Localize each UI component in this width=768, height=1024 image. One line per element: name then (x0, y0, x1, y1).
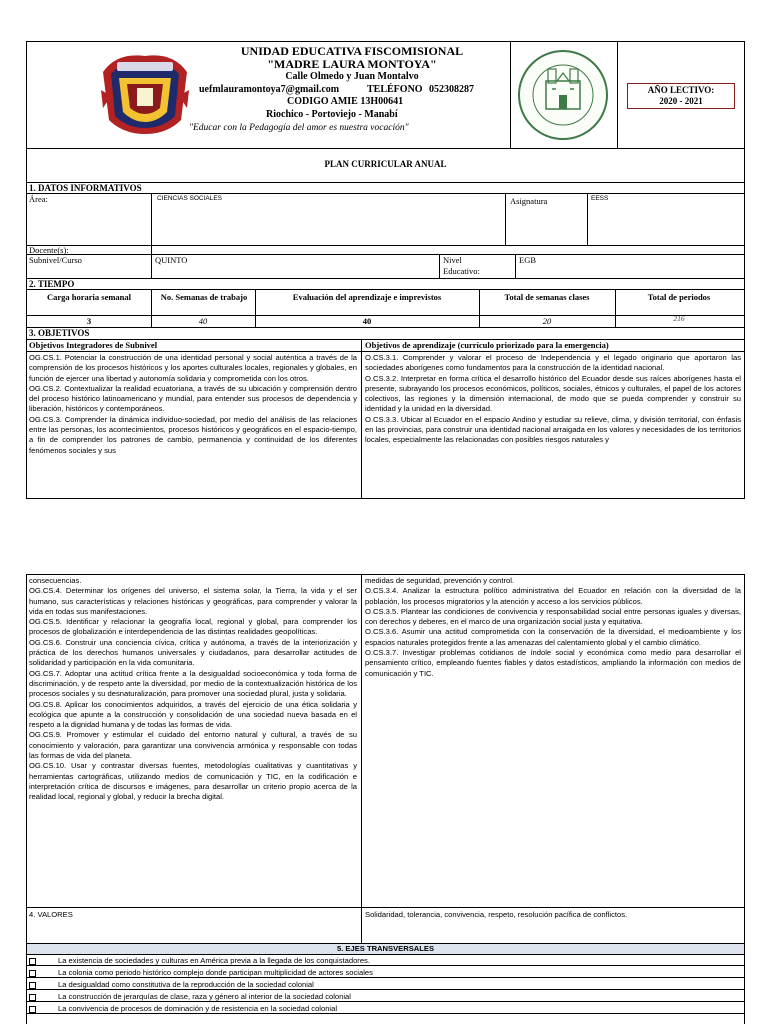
amie-code: CODIGO AMIE 13H00641 (287, 96, 404, 107)
tiempo-value-carga: 3 (86, 316, 92, 326)
tiempo-header-semanas: No. Semanas de trabajo (160, 292, 248, 302)
objetivo-o-cs-3-4: O.CS.3.4. Analizar la estructura político administrativa del Ecuador en relación con la diversidad de la población, los procesos migratorios y la atención y acceso a los servicios públicos. (365, 586, 741, 606)
row-line (27, 351, 744, 352)
objetivos-col1-header: Objetivos Integradores de Subnivel (29, 340, 158, 350)
col-line (439, 254, 440, 278)
archdiocese-seal (512, 45, 614, 145)
asignatura-value: EESS (591, 195, 609, 202)
row-line (27, 989, 744, 990)
school-name-quoted: "MADRE LAURA MONTOYA" (267, 57, 437, 71)
row-line (27, 965, 744, 966)
nivel-label-2: Educativo: (443, 266, 480, 276)
objetivo-og-cs-5: OG.CS.5. Identificar y relacionar la geografía local, regional y global, para comprender los procesos de globalización e interdependencia de las distintas realidades geopolíticas. (29, 617, 357, 637)
tiempo-header-total-semanas: Total de semanas clases (504, 292, 590, 302)
objetivos-section-title: 3. OBJETIVOS (29, 328, 90, 338)
phone-number: 052308287 (429, 84, 474, 95)
col-line (515, 254, 516, 278)
tiempo-value-total-semanas: 20 (542, 316, 552, 326)
ejes-title-bar (27, 943, 744, 955)
objetivo-o-cs-3-1: O.CS.3.1. Comprender y valorar el proceso de Independencia y el legado originario que aportaron las sociedades aborígenes como fundamentos para la construcción de la identidad nacional. (365, 353, 741, 373)
header-bottom-line (27, 148, 744, 149)
checkbox-icon (29, 970, 36, 977)
eje-text: La convivencia de procesos de dominación y de resistencia en la sociedad colonial (58, 1004, 338, 1013)
objetivo-o-cs-3-7: O.CS.3.7. Investigar problemas cotidianos de índole social y económica como medio para desarrollar el pensamiento crítico, empleando fuentes fiables y datos estadísticos, ampliando la información con medios de comunicación y TIC. (365, 648, 741, 678)
objetivo-og-cs-2: OG.CS.2. Contextualizar la realidad ecuatoriana, a través de su ubicación y comprensión dentro del proceso histórico latinoamericano y mundial, para entender sus procesos de dependencia y liberación, históricos y contemporáneos. (29, 383, 357, 414)
col-line (587, 193, 588, 245)
row-line (27, 327, 744, 328)
objetivo-o-cs-3-5: O.CS.3.5. Plantear las condiciones de convivencia y responsabilidad social entre personas iguales y diversas, con derechos y deberes, en el marco de una organización social justa y equitativa. (365, 606, 741, 627)
row-line (27, 193, 744, 194)
tiempo-value-semanas: 40 (198, 316, 208, 326)
header-divider (510, 42, 511, 148)
row-line (27, 245, 744, 246)
tiempo-value-total-periodos: 216 (673, 314, 685, 323)
valores-text: Solidaridad, tolerancia, convivencia, respeto, resolución pacífica de conflictos. (365, 910, 628, 919)
objetivo-og-cs-10: OG.CS.10. Usar y contrastar diversas fuentes, metodologías cualitativas y cuantitativas y herramientas cartográficas, utilizando medios de comunicación y TIC, en la codificación e interpretación crítica de discursos e imágenes, para desarrollar un criterio propio acerca de la realidad local, regional y global, y reducir la brecha digital. (29, 761, 357, 802)
objetivo-og-cs-3: OG.CS.3. Comprender la dinámica individuo-sociedad, por medio del análisis de las relaciones entre las personas, los acontecimientos, procesos históricos y geográficos en el espacio-tiempo, a fin de comprender los patrones de cambio, permanencia y continuidad de los diferentes fenómenos sociales y sus (29, 414, 357, 455)
col-line (505, 193, 506, 245)
col-line (361, 339, 362, 499)
objetivos-integradores-page1 (29, 353, 357, 499)
objetivos-col2-header: Objetivos de aprendizaje (currículo priorizado para la emergencia) (365, 340, 609, 350)
objetivo-og-cs-8: OG.CS.8. Aplicar los conocimientos adquiridos, a través del ejercicio de una ética solidaria y ecológica que apunte a la construcción y consolidación de una sociedad nueva basada en el respeto a la dignidad humana y de todas las formas de vida. (29, 699, 357, 730)
checkbox-icon (29, 994, 36, 1001)
area-value: CIENCIAS SOCIALES (157, 195, 223, 202)
objetivo-og-cs-7: OG.CS.7. Adoptar una actitud crítica frente a la desigualdad socioeconómica y toda forma de discriminación, y de respeto ante la diversidad, por medio de la contextualización histórica de los procesos sociales y su desnaturalización, para promover una sociedad plural, justa y solidaria. (29, 668, 357, 699)
document-page-1 (26, 41, 745, 499)
eje-text: La colonia como periodo histórico complejo donde participan multiplicidad de actores sociales (58, 968, 373, 977)
plan-title: PLAN CURRICULAR ANUAL (324, 159, 447, 169)
eje-text: La desigualdad como constitutiva de la reproducción de la sociedad colonial (58, 980, 314, 989)
school-address: Calle Olmedo y Juan Montalvo (285, 71, 419, 82)
subnivel-value: QUINTO (155, 255, 188, 265)
academic-year-box (627, 83, 735, 109)
row-line (27, 1001, 744, 1002)
header-divider (617, 42, 618, 148)
subnivel-label: Subnivel/Curso (29, 255, 82, 265)
asignatura-label: Asignatura (510, 196, 548, 206)
eje-text: La existencia de sociedades y culturas en América previa a la llegada de los conquistadores. (58, 956, 370, 965)
objetivo-o-cs-3-3: O.CS.3.3. Ubicar al Ecuador en el espacio Andino y estudiar su relieve, clima, y división territorial, con énfasis en las provincias, para construir una identidad nacional arraigada en los valores y necesidades de los territorios locales, especialmente las relacionadas con posibles riesgos naturales y (365, 414, 741, 445)
school-email: uefmlauramontoya7@gmail.com (199, 84, 340, 95)
area-label: Área: (29, 194, 48, 204)
row-line (27, 1013, 744, 1014)
school-name: UNIDAD EDUCATIVA FISCOMISIONAL (240, 44, 464, 58)
row-line (27, 907, 744, 908)
tiempo-section-title: 2. TIEMPO (29, 279, 75, 289)
docentes-label: Docente(s): (29, 245, 69, 255)
school-location: Riochico - Portoviejo - Manabí (266, 109, 398, 120)
checkbox-icon (29, 958, 36, 965)
academic-year-value: 2020 - 2021 (659, 96, 703, 106)
school-crest-logo (97, 50, 193, 136)
objetivo-og-cs-9: OG.CS.9. Promover y estimular el cuidado del entorno natural y cultural, a través de su conocimiento y valoración, para garantizar una convivencia armónica y responsable con todas las formas de vida del planeta. (29, 730, 357, 761)
row-line (27, 977, 744, 978)
nivel-value: EGB (519, 255, 536, 265)
objetivo-continuation: consecuencias. (29, 576, 82, 585)
tiempo-header-carga: Carga horaria semanal (46, 292, 132, 302)
nivel-label: Nivel (443, 255, 462, 265)
objetivos-integradores-page2 (29, 576, 357, 906)
objetivo-continuation-2: medidas de seguridad, prevención y control. (365, 576, 515, 585)
objetivo-o-cs-3-6: O.CS.3.6. Asumir una actitud comprometida con la conservación de la diversidad, el medioambiente y los espacios naturales protegidos frente a las amenazas del calentamiento global y el cambio climático. (365, 627, 741, 647)
tiempo-header-total-periodos: Total de periodos (647, 292, 711, 302)
objetivo-og-cs-1: OG.CS.1. Potenciar la construcción de una identidad personal y social auténtica a través de la comprensión de los procesos históricos y los aportes culturales locales, regionales y globales, en función de ejercer una libertad y autonomía solidaria y comprometida con los otros. (29, 353, 357, 383)
objetivos-aprendizaje-page1 (365, 353, 741, 499)
valores-label: 4. VALORES (29, 910, 73, 919)
checkbox-icon (29, 982, 36, 989)
checkbox-icon (29, 1006, 36, 1013)
datos-section-title: 1. DATOS INFORMATIVOS (29, 183, 142, 193)
eje-text: La construcción de jerarquías de clase, raza y género al interior de la sociedad colonial (58, 992, 351, 1001)
row-line (27, 254, 744, 255)
objetivo-og-cs-6: OG.CS.6. Construir una conciencia cívica, crítica y autónoma, a través de la interiorización y práctica de los derechos humanos universales y ciudadanos, para desarrollar actitudes de solidaridad y participación en la vida comunitaria. (29, 637, 357, 668)
tiempo-header-evaluacion: Evaluación del aprendizaje e imprevistos (292, 292, 442, 302)
document-page-2 (26, 574, 745, 1024)
school-motto: "Educar con la Pedagogía del amor es nuestra vocación" (189, 123, 409, 133)
academic-year-label: AÑO LECTIVO: (647, 85, 715, 95)
tiempo-value-evaluacion: 40 (362, 316, 372, 326)
row-line (27, 278, 744, 279)
objetivos-aprendizaje-page2 (365, 576, 741, 906)
col-line (151, 254, 152, 278)
objetivo-o-cs-3-2: O.CS.3.2. Interpretar en forma crítica el desarrollo histórico del Ecuador desde sus raíces aborígenes hasta el presente, subrayando los procesos económicos, políticos, sociales, étnicos y culturales, el papel de los actores colectivos, las regiones y la dimensión internacional, de modo que se pueda comprender y construir su identidad y la unidad en la diversidad. (365, 373, 741, 414)
phone-label: TELÉFONO (367, 84, 423, 95)
ejes-title: 5. EJES TRANSVERSALES (336, 944, 435, 953)
objetivo-og-cs-4: OG.CS.4. Determinar los orígenes del universo, el sistema solar, la Tierra, la vida y el ser humano, sus características y relaciones históricas y geográficas, para comprender y valorar la vida en todas sus manifestaciones. (29, 586, 357, 616)
row-line (27, 289, 744, 290)
col-line (361, 575, 362, 945)
